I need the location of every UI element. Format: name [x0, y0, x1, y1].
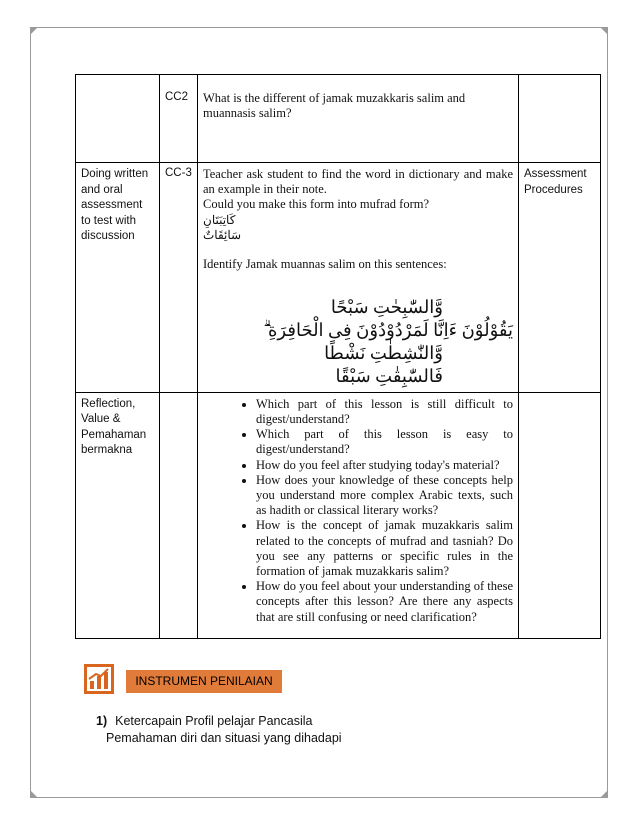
activity-cell: Doing written and oral assessment to test with discussion	[76, 163, 160, 393]
table-row	[76, 75, 601, 163]
code-cell	[160, 392, 198, 638]
corner-top-left	[30, 27, 38, 35]
corner-bottom-left	[30, 790, 38, 798]
table-row	[76, 392, 601, 638]
instruction-line-1: Teacher ask student to find the word in dictionary and make an example in their note.	[203, 167, 513, 197]
item-text: Ketercapain Profil pelajar Pancasila	[115, 714, 313, 728]
question-text: What is the different of jamak muzakkaris salim and muannasis salim?	[203, 91, 466, 121]
arabic-word-1: كَاتِبَتَانِ	[203, 212, 236, 227]
activity-cell: Reflection, Value & Pemahaman bermakna	[76, 392, 160, 638]
code-cell: CC-3	[160, 163, 198, 393]
corner-top-right	[600, 27, 608, 35]
activity-cell	[76, 75, 160, 163]
question-cell	[198, 75, 519, 163]
arabic-word-2: سَائِقَاتٌ	[203, 227, 242, 242]
section-title: INSTRUMEN PENILAIAN	[126, 670, 282, 693]
item-number: 1)	[96, 714, 108, 728]
note-cell	[519, 75, 601, 163]
reflection-cell	[198, 392, 519, 638]
lesson-table	[75, 74, 601, 639]
corner-bottom-right	[600, 790, 608, 798]
note-cell: Assessment Procedures	[519, 163, 601, 393]
table-row	[76, 163, 601, 393]
arabic-sentence-1: وَّالسّٰبِحٰتِ سَبْحًا	[330, 296, 443, 317]
list-item: • Which part of this lesson is still difficult to digest/understand?	[256, 397, 513, 427]
list-item: • How is the concept of jamak muzakkaris salim related to the concepts of mufrad and tasniah? Do you see any patterns or specific rules in the formation of jamak muzakkaris salim?	[256, 518, 513, 579]
arabic-sentence-2: يَقُوْلُوْنَ ءَاِنَّا لَمَرْدُوْدُوْنَ فِى الْحَافِرَةِ ۗ	[263, 319, 513, 340]
item-subtext: Pemahaman diri dan situasi yang dihadapi	[106, 731, 342, 745]
list-item: • How do you feel after studying today's material?	[256, 458, 513, 473]
list-item: • How do you feel about your understanding of these concepts after this lesson? Are there any aspects that are still confusing or need clarification?	[256, 579, 513, 625]
arabic-sentence-3: وَّالنّٰشِطٰتِ نَشْطًا	[324, 342, 443, 363]
list-item: • How does your knowledge of these concepts help you understand more complex Arabic texts, such as hadith or classical literary works?	[256, 473, 513, 519]
code-cell: CC2	[160, 75, 198, 163]
reflection-list	[198, 397, 513, 625]
note-cell	[519, 392, 601, 638]
assessment-item	[96, 713, 312, 729]
bar-chart-icon	[84, 664, 114, 694]
instruction-cell	[198, 163, 519, 393]
instruction-line-2: Could you make this form into mufrad form?	[203, 197, 430, 212]
list-item: • Which part of this lesson is easy to digest/understand?	[256, 427, 513, 457]
arabic-sentence-4: فَالسّٰبِقٰتِ سَبْقًا	[335, 365, 443, 386]
instruction-line-3: Identify Jamak muannas salim on this sentences:	[203, 256, 447, 271]
